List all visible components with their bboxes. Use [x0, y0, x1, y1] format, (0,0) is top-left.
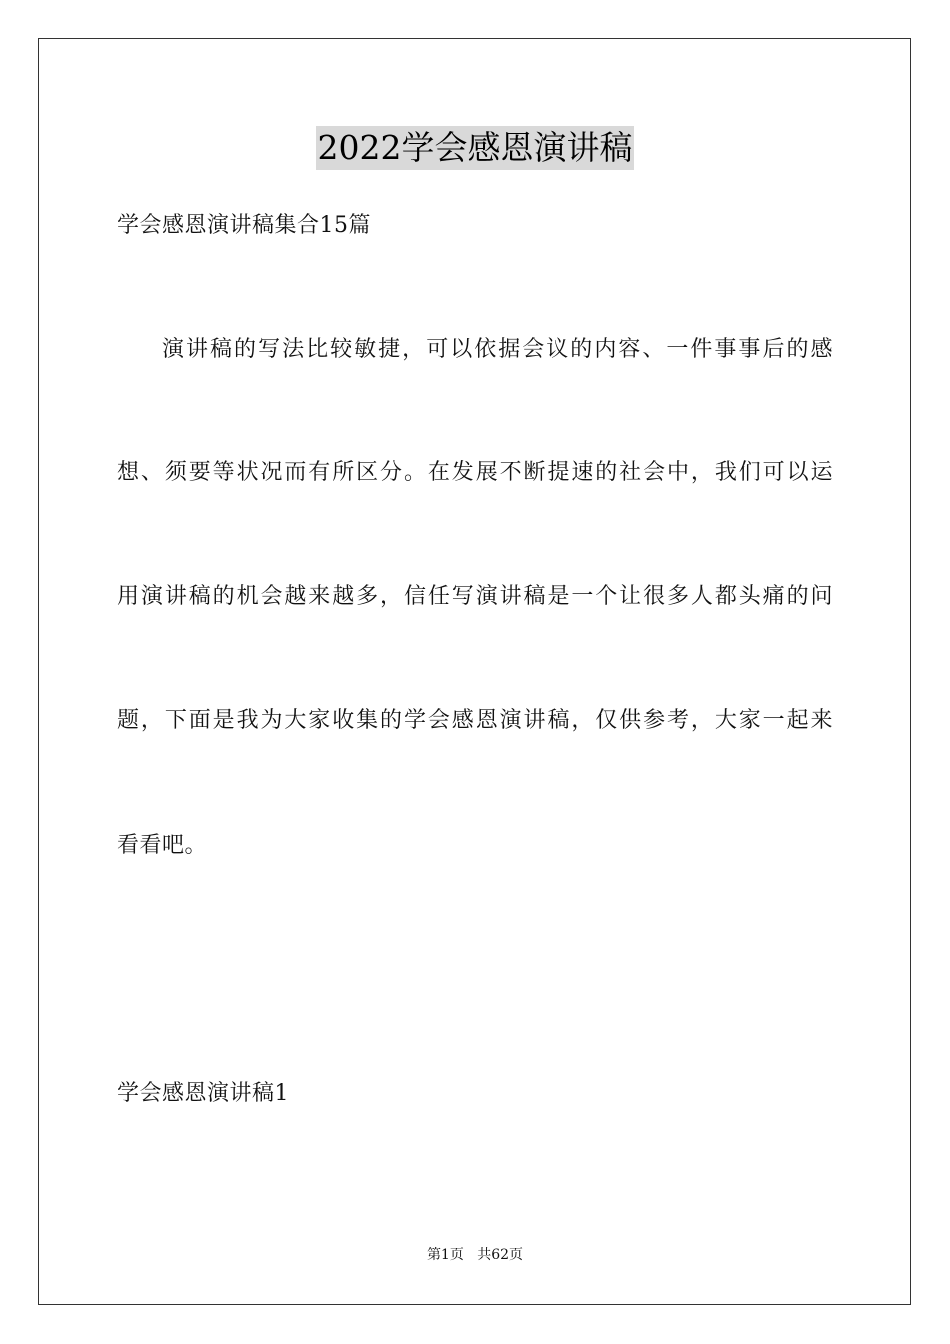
document-title: 2022学会感恩演讲稿: [316, 126, 635, 170]
total-pages: 共62页: [477, 1247, 524, 1263]
paragraph-line-2: 想、须要等状况而有所区分。在发展不断提速的社会中，我们可以运: [117, 460, 833, 485]
document-subtitle: 学会感恩演讲稿集合15篇: [117, 213, 371, 238]
paragraph-line-4: 题，下面是我为大家收集的学会感恩演讲稿，仅供参考，大家一起来: [117, 708, 833, 733]
page-number: 第1页: [426, 1247, 464, 1263]
section-heading: 学会感恩演讲稿1: [117, 1081, 289, 1106]
page-footer: [0, 1245, 950, 1265]
paragraph-line-1: 演讲稿的写法比较敏捷，可以依据会议的内容、一件事事后的感: [162, 337, 833, 362]
title-wrap: [0, 126, 950, 170]
paragraph-line-5: 看看吧。: [117, 833, 208, 858]
paragraph-line-3: 用演讲稿的机会越来越多，信任写演讲稿是一个让很多人都头痛的问: [117, 584, 833, 609]
